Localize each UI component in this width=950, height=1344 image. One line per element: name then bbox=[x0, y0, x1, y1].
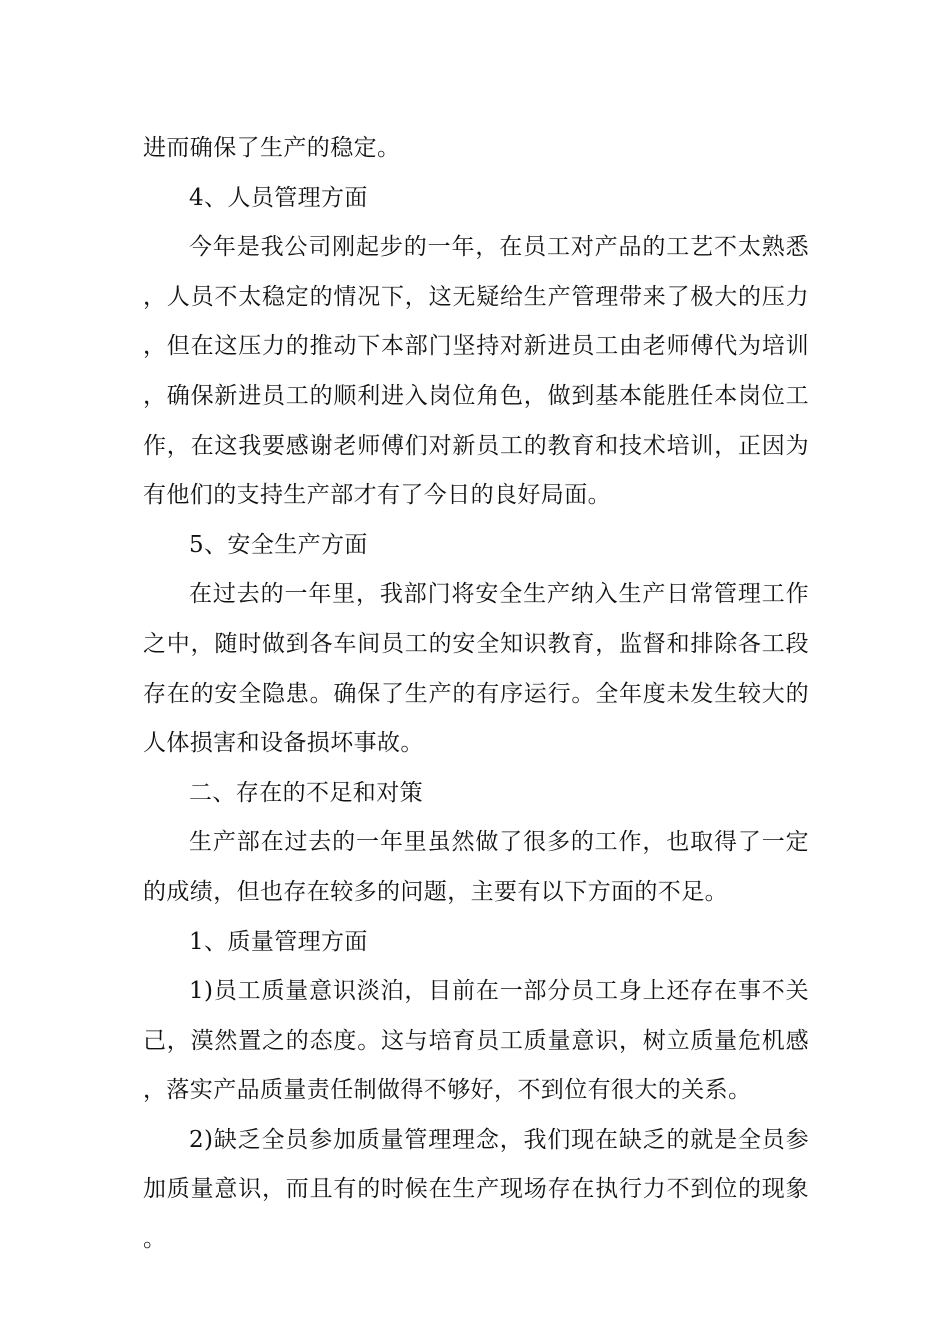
paragraph-personnel-management: 今年是我公司刚起步的一年，在员工对产品的工艺不太熟悉，人员不太稳定的情况下，这无疑给生产管理带来了极大的压力，但在这压力的推动下本部门坚持对新进员工由老师傅代为培训，确保新进员工的顺利进入岗位角色，做到基本能胜任本岗位工作，在这我要感谢老师傅们对新员工的教育和技术培训，正因为有他们的支持生产部才有了今日的良好局面。 bbox=[143, 234, 809, 509]
paragraph-quality-item-2: 2)缺乏全员参加质量管理理念，我们现在缺乏的就是全员参加质量意识，而且有的时候在生产现场存在执行力不到位的现象。 bbox=[143, 1126, 809, 1253]
document-body bbox=[143, 124, 809, 1265]
paragraph-continuation: 进而确保了生产的稳定。 bbox=[143, 135, 401, 161]
paragraph-shortcomings-intro: 生产部在过去的一年里虽然做了很多的工作，也取得了一定的成绩，但也存在较多的问题，主要有以下方面的不足。 bbox=[143, 829, 809, 905]
heading-quality-management: 1、质量管理方面 bbox=[189, 928, 368, 955]
paragraph-safety-production: 在过去的一年里，我部门将安全生产纳入生产日常管理工作之中，随时做到各车间员工的安全知识教育，监督和排除各工段存在的安全隐患。确保了生产的有序运行。全年度未发生较大的人体损害和设备损坏事故。 bbox=[143, 581, 809, 757]
heading-shortcomings: 二、存在的不足和对策 bbox=[189, 779, 423, 806]
heading-safety-production: 5、安全生产方面 bbox=[189, 531, 368, 558]
heading-personnel-management: 4、人员管理方面 bbox=[189, 184, 368, 211]
paragraph-quality-item-1: 1)员工质量意识淡泊，目前在一部分员工身上还存在事不关己，漠然置之的态度。这与培育员工质量意识，树立质量危机感，落实产品质量责任制做得不够好，不到位有很大的关系。 bbox=[143, 978, 809, 1104]
